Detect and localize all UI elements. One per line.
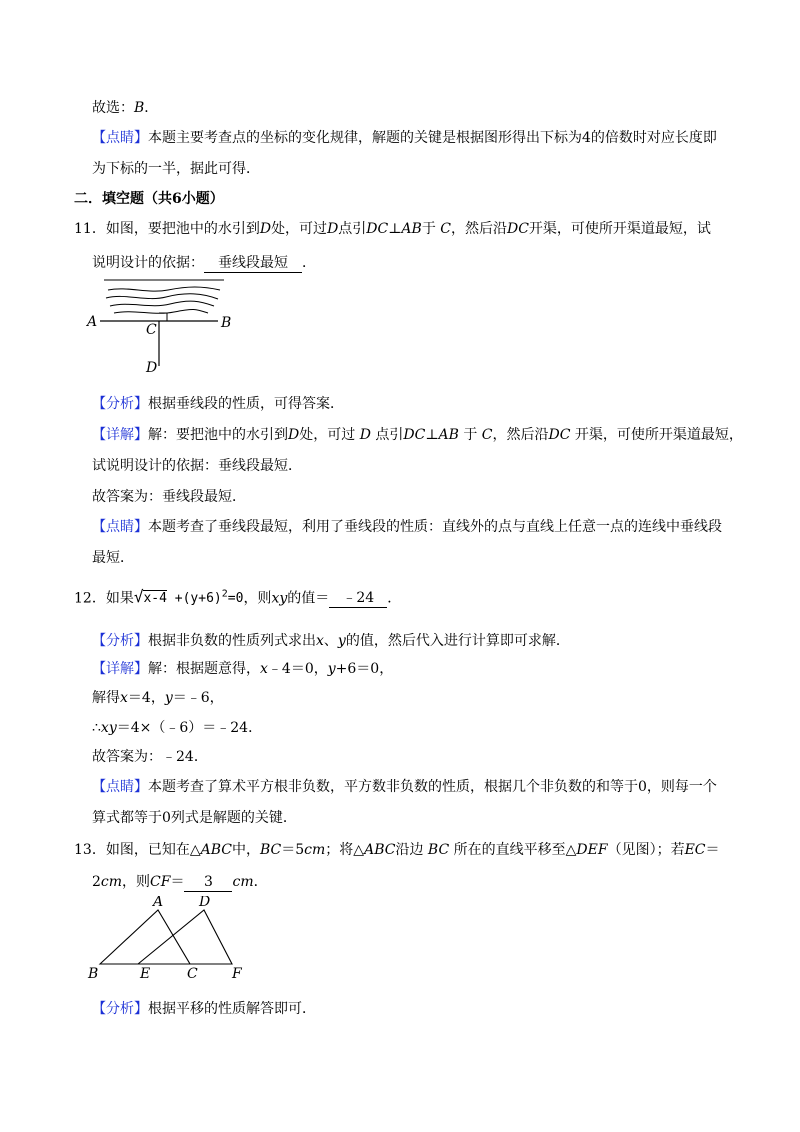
q12-var-x: x [316, 633, 324, 649]
q12-number: 12． [74, 590, 106, 607]
q11-xj-text: ，然后沿 [492, 427, 549, 443]
q12-s1-text: ＝﹣6， [172, 690, 224, 706]
q13-eq2: ＝ [705, 842, 720, 858]
q12-fenxi-text: 根据非负数的性质列式求出 [148, 633, 316, 649]
fenxi-tag: 【分析】 [92, 396, 148, 412]
q12-dianjing-line-2: 算式都等于0列式是解题的关键． [92, 810, 297, 826]
q13-fenxi-line [92, 999, 316, 1019]
q12-xj-eq1: ﹣4＝0， [267, 661, 328, 677]
q11-answer-line: 故答案为：垂线段最短． [92, 489, 246, 505]
q13-var-abc: ABC [200, 842, 232, 858]
q12-text: ，则 [243, 590, 272, 607]
q11-text: 处，可过 [271, 221, 328, 237]
q11-var-d: D [327, 221, 339, 237]
q12-s1-text: 解得 [92, 690, 120, 706]
q11-var-dc: DC [403, 427, 426, 443]
q13-fenxi-text: 根据平移的性质解答即可． [148, 1001, 316, 1017]
q12-var-x: x [120, 690, 128, 706]
point-a-label: A [153, 896, 164, 910]
q13-text: 沿边 [395, 842, 424, 858]
q13-var-def: DEF [576, 842, 608, 858]
gu-xuan-end: ． [144, 100, 159, 116]
q13-var-abc: ABC [364, 842, 396, 858]
q11-figure [84, 278, 244, 378]
q11-dianjing-line-2: 最短． [92, 550, 134, 566]
q12-answer-line: 故答案为：﹣24． [92, 749, 208, 765]
q13-text: 所在的直线平移至△ [453, 842, 577, 858]
water-pond-lines [104, 280, 224, 313]
point-d-label: D [199, 896, 211, 910]
q12-xiangjie-line [92, 659, 393, 679]
q11-fenxi-line [92, 394, 344, 414]
q12-fenxi-line [92, 631, 570, 651]
q13-eq3: ＝ [170, 874, 185, 890]
q11-var-dc: DC [548, 427, 571, 443]
dianjing-tag: 【点睛】 [92, 519, 148, 535]
q11-text: 开渠，可使所开渠道最短，试 [528, 221, 711, 237]
q11-xiangjie-line-1 [92, 425, 743, 445]
q11-xj-text: 开渠，可使所开渠道最短， [574, 427, 743, 443]
q12-var-y: y [337, 633, 346, 649]
q11-line-2 [92, 253, 316, 273]
q11-period: ． [302, 255, 316, 271]
q13-text: （见图）；若 [607, 842, 685, 858]
point-c-label: C [146, 322, 157, 338]
prev-dianjing-text-1: 本题主要考查点的坐标的变化规律，解题的关键是根据图形得出下标为4的倍数时对应长度即 [148, 130, 717, 146]
q13-unit-cm: cm [100, 874, 123, 890]
fenxi-tag: 【分析】 [92, 1001, 148, 1017]
q11-var-dc: DC [366, 221, 389, 237]
q13-text: 2 [92, 874, 101, 890]
q11-text: 说明设计的依据： [92, 255, 204, 271]
q12-var-y: y [327, 661, 336, 677]
q13-number: 13． [74, 842, 106, 858]
triangle-abc [100, 910, 190, 964]
point-c-label: C [187, 966, 198, 982]
q11-number: 11． [74, 221, 106, 237]
point-d-label: D [146, 360, 158, 376]
q11-var-ab: AB [438, 427, 459, 443]
q12-s1-text: ＝4， [127, 690, 165, 706]
q13-var-bc: BC [427, 842, 450, 858]
fenxi-tag: 【分析】 [92, 633, 148, 649]
q11-answer-blank: 垂线段最短 [204, 254, 302, 273]
q12-var-xy: xy [271, 590, 288, 607]
q13-text: 如图，已知在△ [105, 842, 201, 858]
q12-line-1 [74, 585, 401, 609]
q11-var-d: D [288, 427, 300, 443]
q11-xj-text: 解：要把池中的水引到 [148, 427, 288, 443]
q12-solve-line [92, 688, 224, 708]
q12-dianjing-line-1 [92, 777, 717, 797]
therefore-symbol: ∴ [92, 720, 101, 736]
dianjing-tag: 【点睛】 [92, 130, 148, 146]
q12-radicand: x-4 [143, 591, 167, 607]
q12-answer-blank: ﹣24 [329, 589, 387, 608]
gu-xuan-answer: B [134, 100, 145, 116]
q13-text: 中， [231, 842, 260, 858]
point-e-label: E [140, 966, 151, 982]
q11-var-d: D [259, 221, 272, 237]
q12-xj-eq2: +6＝0， [335, 661, 394, 677]
prev-answer-line [92, 98, 158, 118]
prev-dianjing-line-2 [92, 159, 260, 179]
q11-var-dc: DC [506, 221, 529, 237]
q13-unit-cm: cm [304, 842, 326, 858]
q13-figure [86, 896, 256, 982]
q13-period: ． [253, 874, 268, 890]
q11-fenxi-text: 根据垂线段的性质，可得答案． [148, 396, 344, 412]
q12-paren: (y+6) [182, 591, 222, 607]
right-angle-mark [159, 313, 167, 321]
q13-answer-blank: 3 [184, 873, 232, 892]
q12-dianjing-text-1: 本题考查了算术平方根非负数，平方数非负数的性质，根据几个非负数的和等于0，则每一个 [148, 779, 717, 795]
point-a-label: A [87, 314, 98, 330]
q11-var-ab: AB [401, 221, 422, 237]
q11-var-c: C [481, 427, 493, 443]
q12-plus: + [174, 591, 183, 607]
q11-line-1 [74, 219, 711, 239]
q11-text: 如图，要把池中的水引到 [105, 221, 260, 237]
q13-text: ；将△ [325, 842, 365, 858]
q11-text: 于 [421, 221, 436, 237]
q12-text: 的值＝ [287, 590, 330, 607]
q11-text: 点引 [338, 221, 367, 237]
q12-period: ． [387, 590, 402, 607]
prev-dianjing-text-2: 为下标的一半，据此可得． [92, 161, 260, 177]
q12-fenxi-text: 的值，然后代入进行计算即可求解． [345, 633, 570, 649]
xiangjie-tag: 【详解】 [92, 661, 148, 677]
q11-dianjing-line-1 [92, 517, 722, 537]
q13-unit-cm: cm [232, 874, 254, 890]
q12-sep: 、 [323, 633, 338, 649]
section-title: 二．填空题（共6小题） [74, 191, 224, 207]
q12-var-xy: xy [100, 720, 117, 736]
q11-xj-text: 点引 [375, 427, 404, 443]
q11-xj-text: 于 [463, 427, 478, 443]
point-b-label: B [221, 315, 232, 331]
gu-xuan-label: 故选： [92, 100, 134, 116]
point-f-label: F [232, 966, 242, 982]
q12-prefix: 如果 [105, 590, 134, 607]
xiangjie-tag: 【详解】 [92, 427, 148, 443]
q13-text: ，则 [122, 874, 151, 890]
q13-var-bc: BC [259, 842, 282, 858]
q13-line-2 [92, 872, 268, 892]
q11-text: ，然后沿 [450, 221, 507, 237]
prev-dianjing-line-1 [92, 128, 717, 148]
sqrt-symbol: √ [133, 587, 144, 607]
q11-var-c: C [440, 221, 451, 237]
q11-dianjing-text-1: 本题考查了垂线段最短，利用了垂线段的性质：直线外的点与直线上任意一点的连线中垂线段 [148, 519, 722, 535]
q12-formula [133, 587, 244, 607]
q13-line-1 [74, 840, 720, 860]
q11-perp-symbol: ⊥ [425, 427, 439, 443]
q12-var-y: y [164, 690, 173, 706]
q13-var-ec: EC [684, 842, 706, 858]
q11-var-d: D [359, 427, 371, 443]
q13-eq: ＝5 [281, 842, 305, 858]
point-b-label: B [88, 966, 99, 982]
q12-var-x: x [260, 661, 268, 677]
q13-var-cf: CF [150, 874, 171, 890]
q12-xj-text: 解：根据题意得， [148, 661, 260, 677]
q12-therefore-line [92, 718, 262, 738]
q12-s2-text: ＝4×（﹣6）＝﹣24． [116, 720, 263, 736]
dianjing-tag: 【点睛】 [92, 779, 148, 795]
q11-xiangjie-line-2: 试说明设计的依据：垂线段最短． [92, 458, 302, 474]
q11-perp-symbol: ⊥ [388, 221, 402, 237]
q11-xj-text: 处，可过 [299, 427, 356, 443]
q12-eq: =0 [227, 591, 244, 607]
q12-exponent: 2 [221, 589, 228, 600]
